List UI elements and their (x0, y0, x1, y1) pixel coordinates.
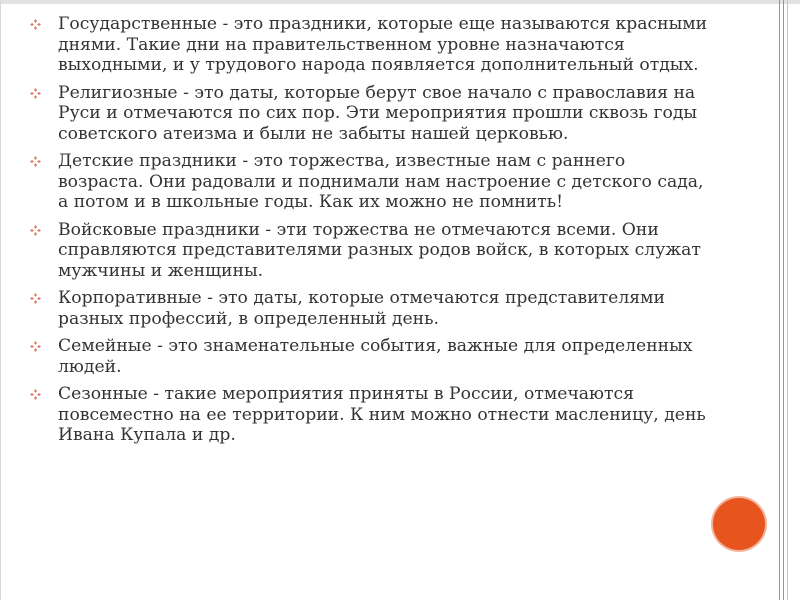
diamond-quad-bullet-icon (30, 288, 44, 308)
list-item-text: Корпоративные - это даты, которые отмечаются представителями разных профессий, в определенный день. (58, 288, 665, 329)
list-item-text: Сезонные - такие мероприятия приняты в России, отмечаются повсеместно на ее территории. К ним можно отнести масленицу, день Ивана Купала и др. (58, 384, 706, 445)
diamond-quad-bullet-icon (30, 220, 44, 240)
slide-left-border (0, 0, 1, 600)
list-item-text: Детские праздники - это торжества, известные нам с раннего возраста. Они радовали и поднимали нам настроение с детского сада, а потом и в школьные годы. Как их можно не помнить! (58, 151, 704, 212)
list-item (30, 336, 710, 377)
list-item (30, 151, 710, 213)
diamond-quad-bullet-icon (30, 83, 44, 103)
diamond-quad-bullet-icon (30, 14, 44, 34)
list-item-text: Религиозные - это даты, которые берут свое начало с православия на Руси и отмечаются по сих пор. Эти мероприятия прошли сквозь годы советского атеизма и были не забыты нашей церковью. (58, 82, 698, 144)
list-item (30, 83, 710, 145)
diamond-quad-bullet-icon (30, 151, 44, 171)
slide-right-border-line (783, 0, 784, 600)
slide-right-border-line (779, 0, 780, 600)
bullet-list (30, 14, 710, 453)
list-item (30, 14, 710, 76)
list-item (30, 288, 710, 329)
list-item-text: Войсковые праздники - эти торжества не отмечаются всеми. Они справляются представителями разных родов войск, в которых служат мужчины и женщины. (58, 219, 701, 281)
list-item (30, 220, 710, 282)
list-item-text: Семейные - это знаменательные события, важные для определенных людей. (58, 336, 693, 377)
decorative-circle (713, 498, 765, 550)
list-item (30, 384, 710, 446)
diamond-quad-bullet-icon (30, 384, 44, 404)
slide-top-border (0, 0, 800, 4)
list-item-text: Государственные - это праздники, которые еще называются красными днями. Такие дни на правительственном уровне назначаются выходными, и у трудового народа появляется дополнительный отдых. (58, 14, 708, 75)
diamond-quad-bullet-icon (30, 336, 44, 356)
slide-right-border-line (787, 0, 788, 600)
